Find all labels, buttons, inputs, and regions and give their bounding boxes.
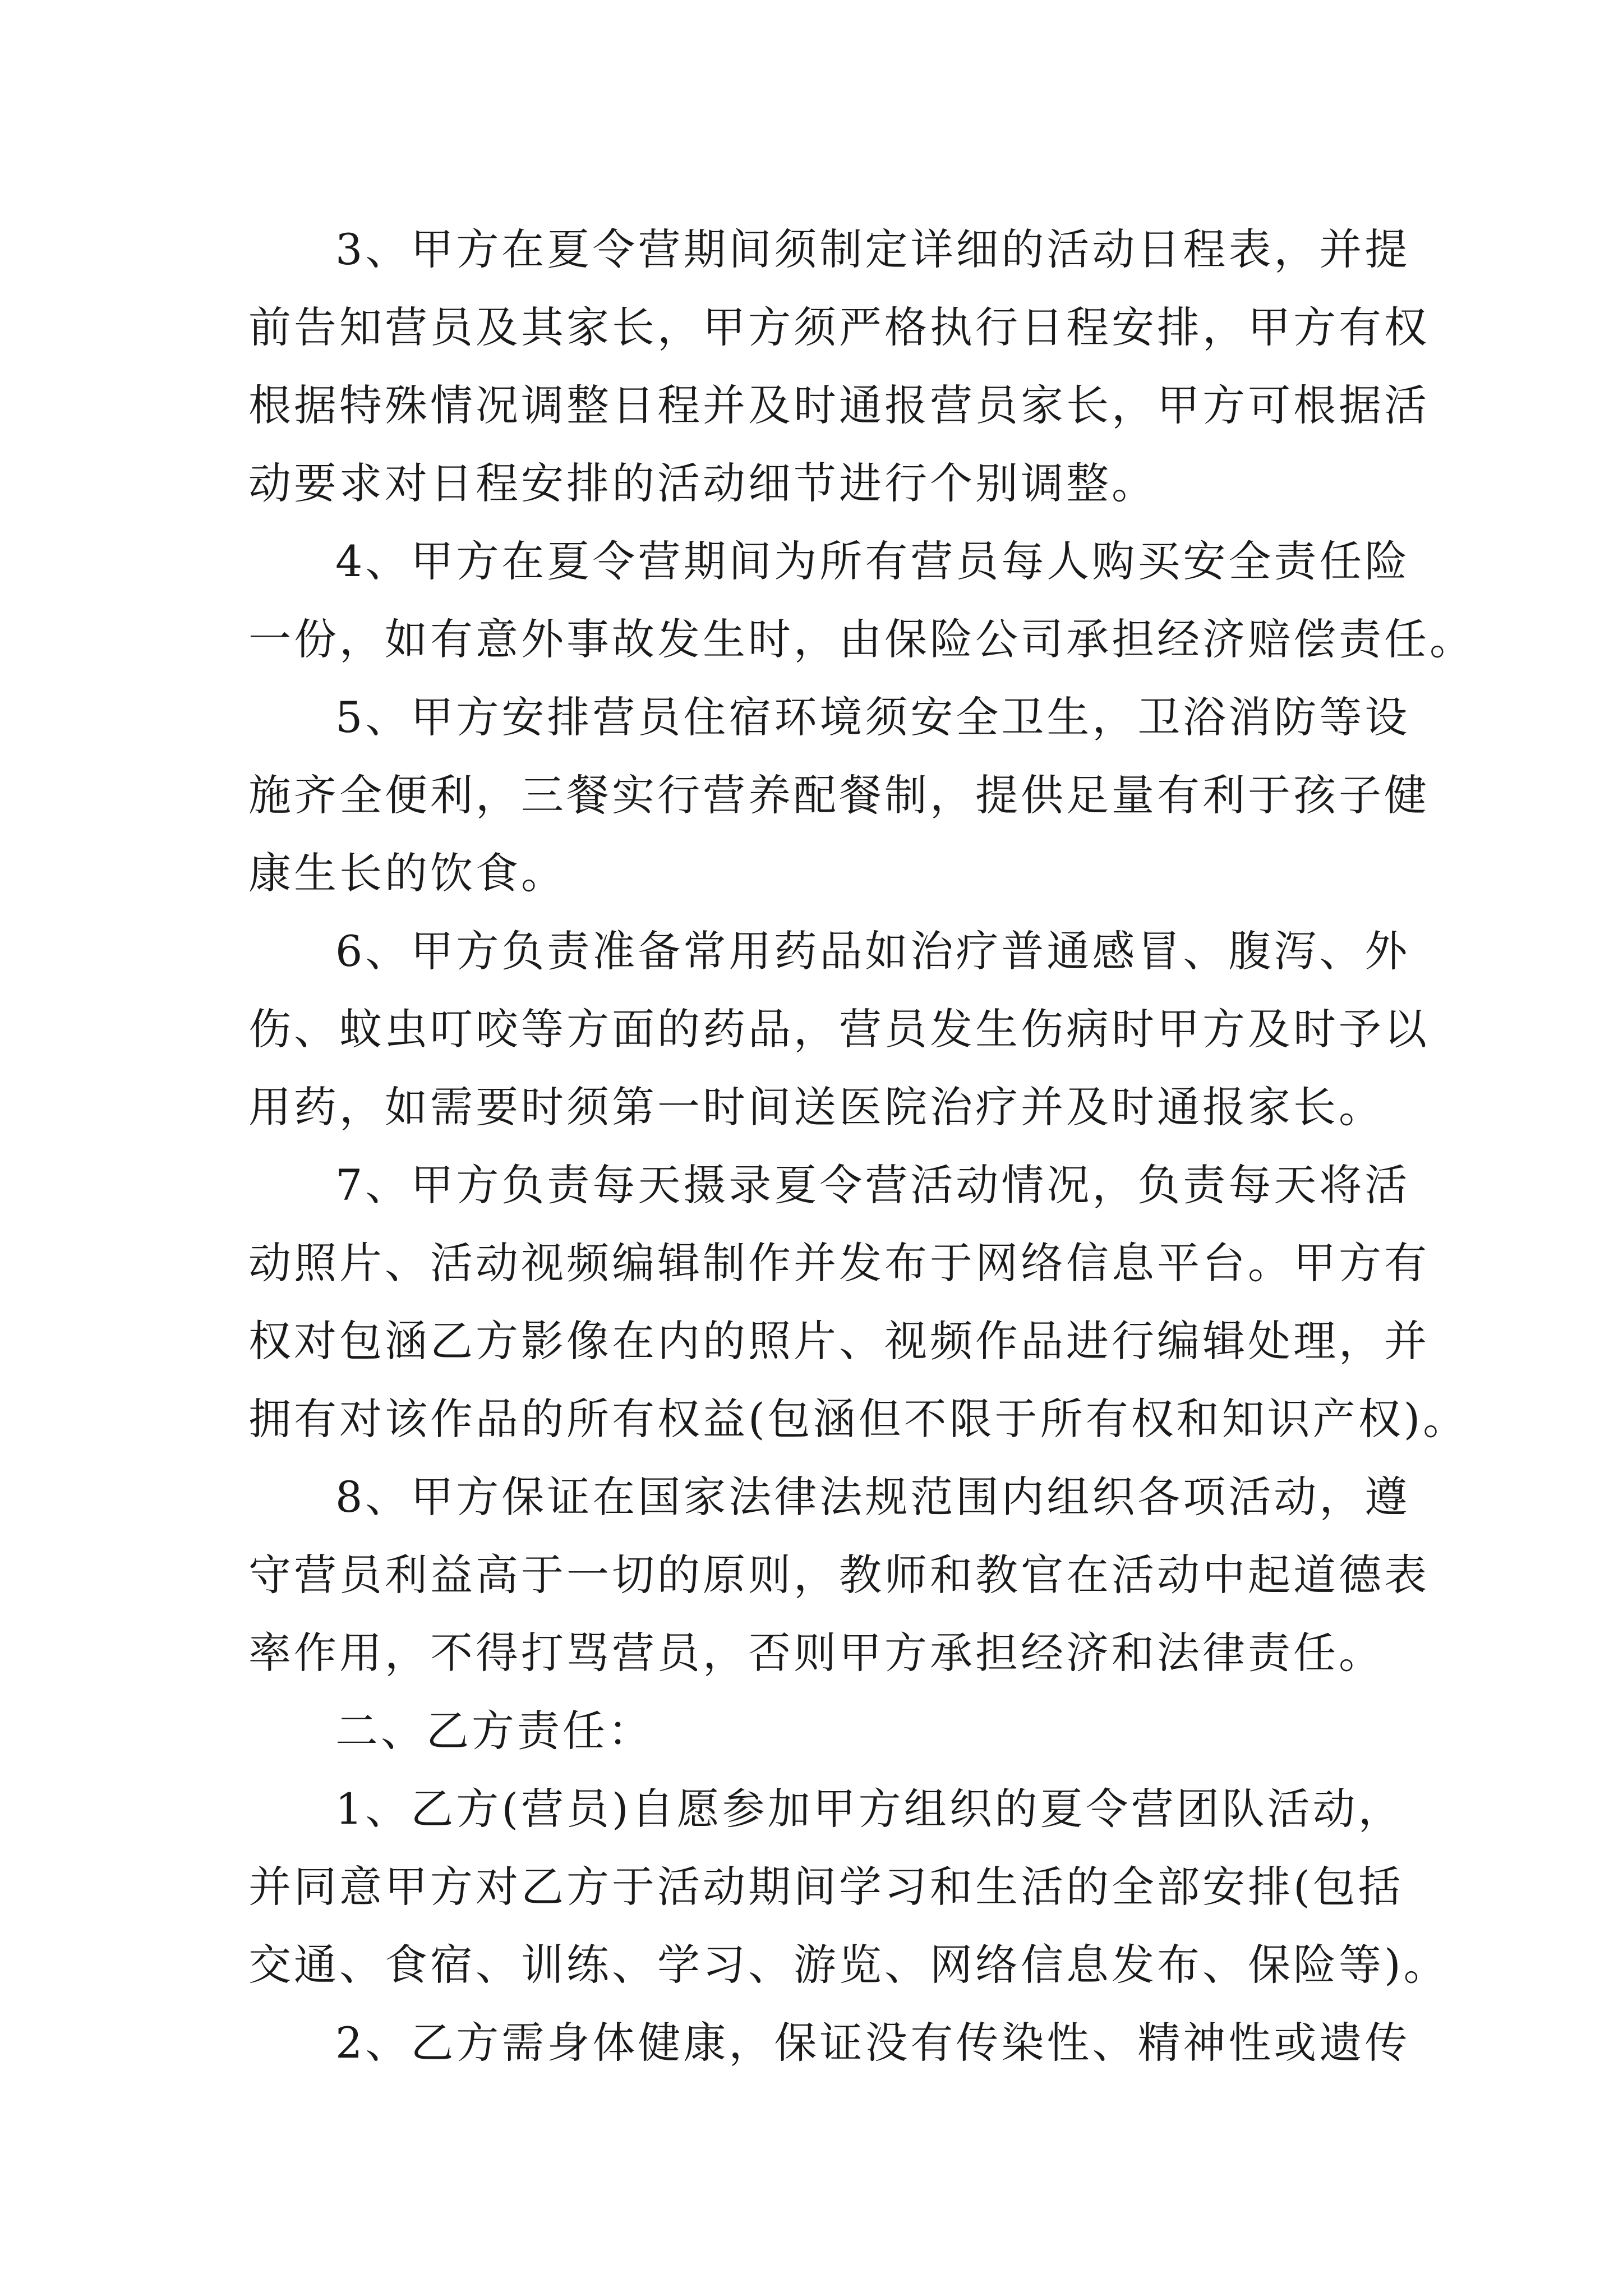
document-page	[248, 210, 1475, 2082]
paragraph-6-line-1: 6、甲方负责准备常用药品如治疗普通感冒、腹泻、外	[335, 926, 1410, 976]
party-b-item-1-line-3: 交通、食宿、训练、学习、游览、网络信息发布、保险等)。	[248, 1940, 1449, 1990]
paragraph-3-line-1: 3、甲方在夏令营期间须制定详细的活动日程表，并提	[335, 224, 1410, 274]
paragraph-5-line-2: 施齐全便利，三餐实行营养配餐制，提供足量有利于孩子健	[248, 770, 1430, 820]
party-b-item-2-line-1: 2、乙方需身体健康，保证没有传染性、精神性或遗传	[335, 2018, 1410, 2068]
paragraph-6-line-3: 用药，如需要时须第一时间送医院治疗并及时通报家长。	[248, 1082, 1384, 1132]
paragraph-7-line-3: 权对包涵乙方影像在内的照片、视频作品进行编辑处理，并	[248, 1316, 1430, 1366]
paragraph-6-line-2: 伤、蚊虫叮咬等方面的药品，营员发生伤病时甲方及时予以	[248, 1004, 1430, 1054]
paragraph-3-line-3: 根据特殊情况调整日程并及时通报营员家长，甲方可根据活	[248, 380, 1430, 430]
paragraph-7-line-4: 拥有对该作品的所有权益(包涵但不限于所有权和知识产权)。	[248, 1394, 1469, 1444]
paragraph-7-line-1: 7、甲方负责每天摄录夏令营活动情况，负责每天将活	[335, 1160, 1410, 1210]
paragraph-3-line-4: 动要求对日程安排的活动细节进行个别调整。	[248, 458, 1157, 508]
paragraph-4-line-2: 一份，如有意外事故发生时，由保险公司承担经济赔偿责任。	[248, 614, 1475, 664]
paragraph-4-line-1: 4、甲方在夏令营期间为所有营员每人购买安全责任险	[335, 536, 1410, 586]
paragraph-5-line-3: 康生长的饮食。	[248, 848, 566, 898]
paragraph-3-line-2: 前告知营员及其家长，甲方须严格执行日程安排，甲方有权	[248, 302, 1430, 352]
paragraph-8-line-3: 率作用，不得打骂营员，否则甲方承担经济和法律责任。	[248, 1628, 1384, 1678]
paragraph-8-line-1: 8、甲方保证在国家法律法规范围内组织各项活动，遵	[335, 1472, 1410, 1522]
party-b-item-1-line-2: 并同意甲方对乙方于活动期间学习和生活的全部安排(包括	[248, 1862, 1404, 1912]
party-b-item-1-line-1: 1、乙方(营员)自愿参加甲方组织的夏令营团队活动，	[335, 1784, 1404, 1834]
section-heading-party-b: 二、乙方责任：	[335, 1706, 653, 1756]
paragraph-8-line-2: 守营员利益高于一切的原则，教师和教官在活动中起道德表	[248, 1550, 1430, 1600]
paragraph-7-line-2: 动照片、活动视频编辑制作并发布于网络信息平台。甲方有	[248, 1238, 1430, 1288]
paragraph-5-line-1: 5、甲方安排营员住宿环境须安全卫生，卫浴消防等设	[335, 692, 1410, 742]
